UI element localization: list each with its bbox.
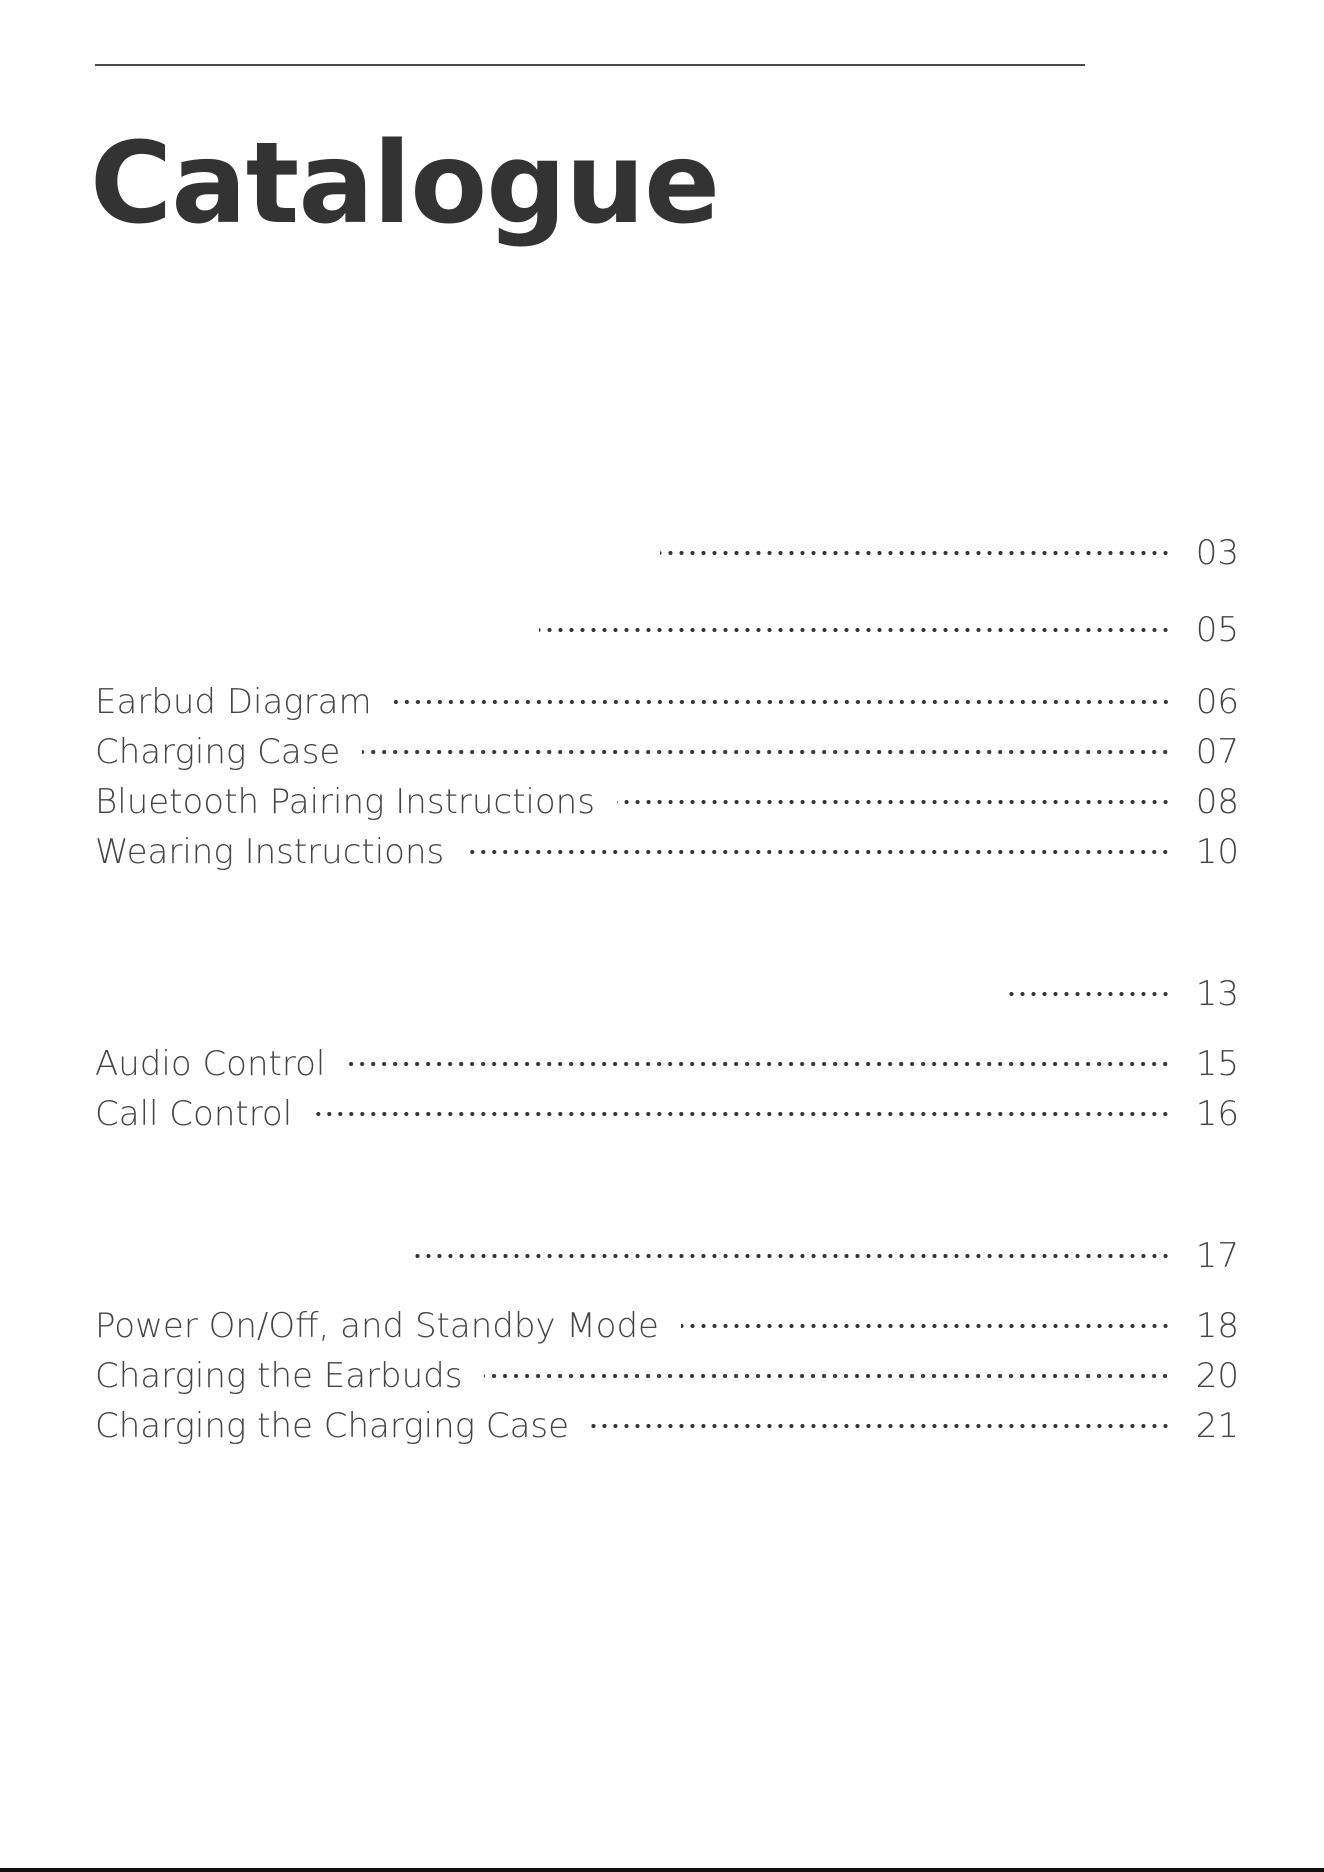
bottom-edge-rule — [0, 1868, 1324, 1872]
toc-page-number: 10 — [1195, 832, 1239, 872]
toc-entry[interactable] — [95, 1092, 1239, 1136]
toc-entry-label: Charging Case — [95, 732, 341, 772]
dot-leader — [681, 1324, 1171, 1328]
dot-leader — [414, 1254, 1171, 1258]
dot-leader — [617, 800, 1171, 804]
toc-entry-label: Bluetooth Pairing Instructions — [95, 782, 595, 822]
toc-entry[interactable] — [95, 1042, 1239, 1086]
toc-entry[interactable] — [95, 830, 1239, 874]
toc-entry[interactable] — [95, 531, 1239, 575]
toc-page-number: 21 — [1195, 1406, 1239, 1446]
dot-leader — [660, 551, 1171, 555]
dot-leader — [466, 850, 1171, 854]
toc-page-number: 13 — [1195, 974, 1239, 1014]
toc-page-number: 08 — [1195, 782, 1239, 822]
toc-entry-label: Charging the Earbuds — [95, 1356, 463, 1396]
dot-leader — [484, 1374, 1171, 1378]
toc-entry[interactable] — [95, 780, 1239, 824]
toc-entry-label: Earbud Diagram — [95, 682, 372, 722]
toc-page-number: 16 — [1195, 1094, 1239, 1134]
toc-entry[interactable] — [95, 608, 1239, 652]
toc-entry[interactable] — [95, 972, 1239, 1016]
page-title: Catalogue — [90, 119, 720, 249]
toc-entry-label: Charging the Charging Case — [95, 1406, 570, 1446]
toc-entry[interactable] — [95, 730, 1239, 774]
dot-leader — [347, 1062, 1171, 1066]
dot-leader — [539, 628, 1171, 632]
dot-leader — [591, 1424, 1171, 1428]
toc-page-number: 20 — [1195, 1356, 1239, 1396]
toc-entry-label: Power On/Off, and Standby Mode — [95, 1306, 659, 1346]
toc-entry[interactable] — [95, 1354, 1239, 1398]
dot-leader — [1003, 992, 1171, 996]
dot-leader — [362, 750, 1171, 754]
dot-leader — [314, 1112, 1171, 1116]
toc-entry-label: Audio Control — [95, 1044, 326, 1084]
toc-entry-label: Call Control — [95, 1094, 293, 1134]
toc-page-number: 05 — [1195, 610, 1239, 650]
toc-entry[interactable] — [95, 1404, 1239, 1448]
toc-entry-label: Wearing Instructions — [95, 832, 445, 872]
toc-page-number: 18 — [1195, 1306, 1239, 1346]
toc-page-number: 06 — [1195, 682, 1239, 722]
toc-page-number: 15 — [1195, 1044, 1239, 1084]
toc-page-number: 07 — [1195, 732, 1239, 772]
toc-entry[interactable] — [95, 680, 1239, 724]
toc-page-number: 17 — [1195, 1236, 1239, 1276]
toc-entry[interactable] — [95, 1234, 1239, 1278]
toc-entry[interactable] — [95, 1304, 1239, 1348]
toc-page-number: 03 — [1195, 533, 1239, 573]
dot-leader — [394, 700, 1171, 704]
